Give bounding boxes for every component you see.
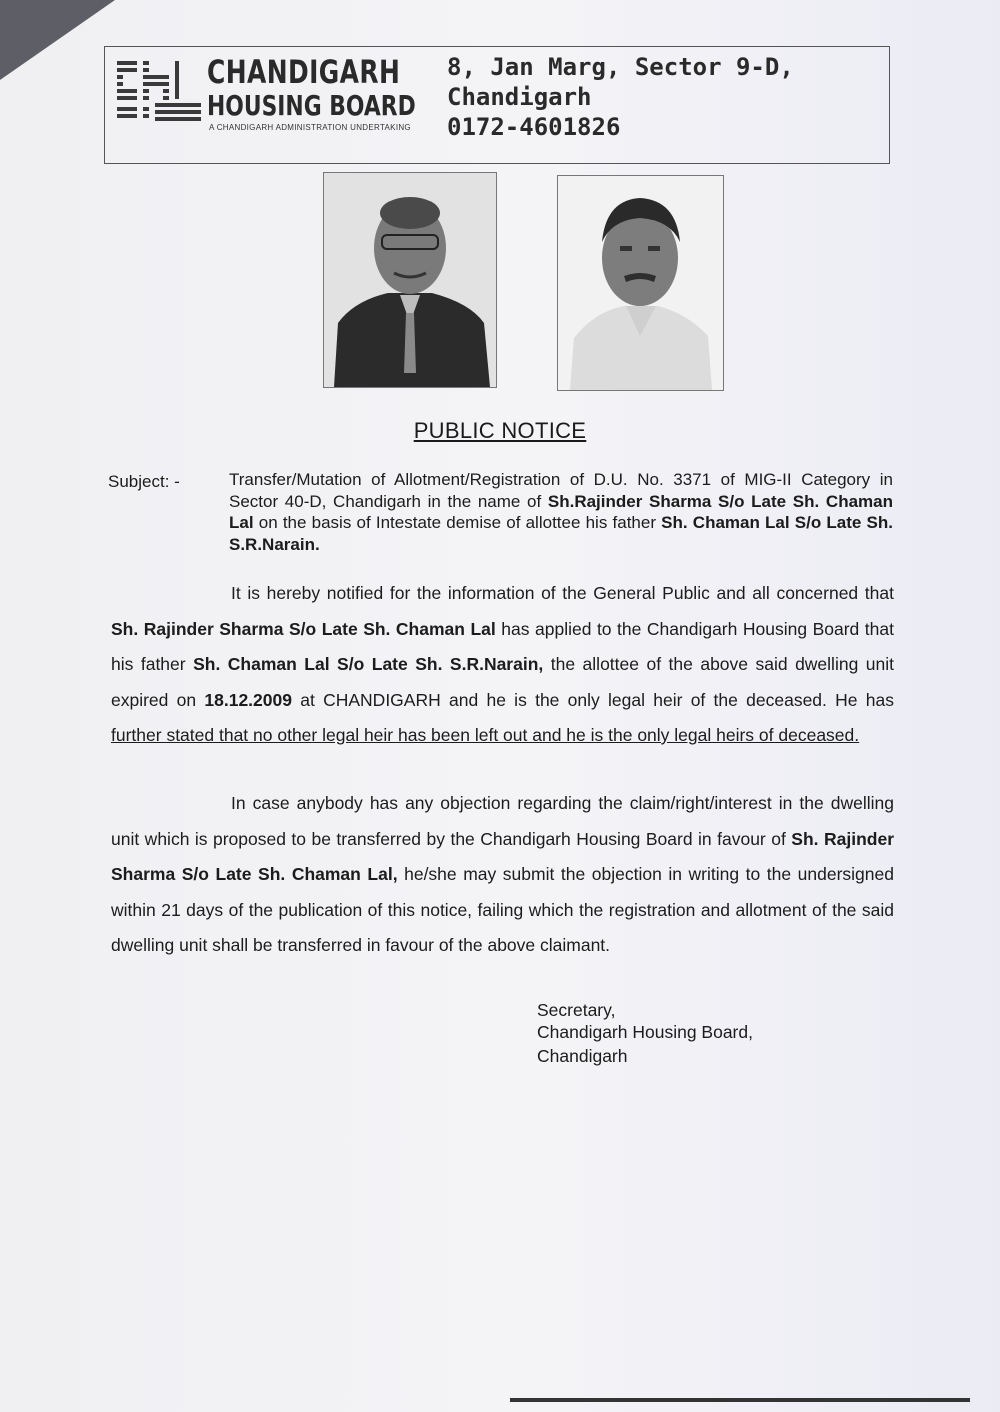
address-line2: Chandigarh [447,83,592,111]
notice-paragraph-2 [111,786,894,964]
brand-name-line2: HOUSING BOARD [207,89,416,122]
subject-label: Subject: - [108,472,180,491]
claimant-name: Sh. Rajinder Sharma S/o Late Sh. Chaman Lal, [111,828,895,884]
allottee-name: Sh. Chaman Lal S/o Late Sh. S.R.Narain, [193,654,544,674]
notice-title: PUBLIC NOTICE [413,418,587,443]
signatory-city: Chandigarh [537,1046,628,1066]
paragraph-text: has applied to the Chandigarh Housing Board that his father [111,618,894,674]
chb-logo-icon [115,57,205,123]
paragraph-text: at CHANDIGARH and he is the only legal heir of the deceased. He has [291,689,894,710]
notice-paragraph-1 [111,576,894,754]
signatory-organisation: Chandigarh Housing Board, [537,1022,753,1042]
photo-man [557,175,724,391]
bottom-rule [510,1398,970,1402]
portrait-1-icon [324,173,496,387]
legal-heir-statement: further stated that no other legal heir has been left out and he is the only legal heirs of deceased. [111,725,860,745]
paragraph-text: the allottee of the above said dwelling unit expired on [111,654,894,710]
portrait-2-icon [558,176,723,390]
signatory-title: Secretary, [537,1000,616,1020]
subject-text-part: on the basis of Intestate demise of allottee his father [253,513,662,532]
paragraph-text: he/she may submit the objection in writing to the undersigned within 21 days of the publication of this notice, failing which the registration and allotment of the said dwelling unit shall be transferred in favour of the above claimant. [111,864,894,955]
phone-number: 0172-4601826 [447,113,621,141]
address-line1: 8, Jan Marg, Sector 9-D, [447,53,794,81]
letterhead [104,46,890,164]
folded-corner [0,0,115,80]
paragraph-text: It is hereby notified for the information of the General Public and all concerned that [231,583,894,603]
photo-elderly-man [323,172,497,388]
subject-allottee-name: Sh. Chaman Lal S/o Late Sh. S.R.Narain. [229,513,893,554]
subject-text-part: Transfer/Mutation of Allotment/Registration of D.U. No. 3371 of MIG-II Category in Sector 40-D, Chandigarh in the name of [229,470,893,511]
brand-tagline: A CHANDIGARH ADMINISTRATION UNDERTAKING [209,123,411,132]
date-of-death: 18.12.2009 [204,689,292,710]
claimant-name: Sh. Rajinder Sharma S/o Late Sh. Chaman Lal [111,618,496,639]
subject-claimant-name: Sh.Rajinder Sharma S/o Late Sh. Chaman Lal [229,491,893,532]
subject-text [229,469,893,555]
brand-name: CHANDIGARH [207,53,401,91]
paragraph-text: In case anybody has any objection regarding the claim/right/interest in the dwelling unit which is proposed to be transferred by the Chandigarh Housing Board in favour of [111,793,894,849]
